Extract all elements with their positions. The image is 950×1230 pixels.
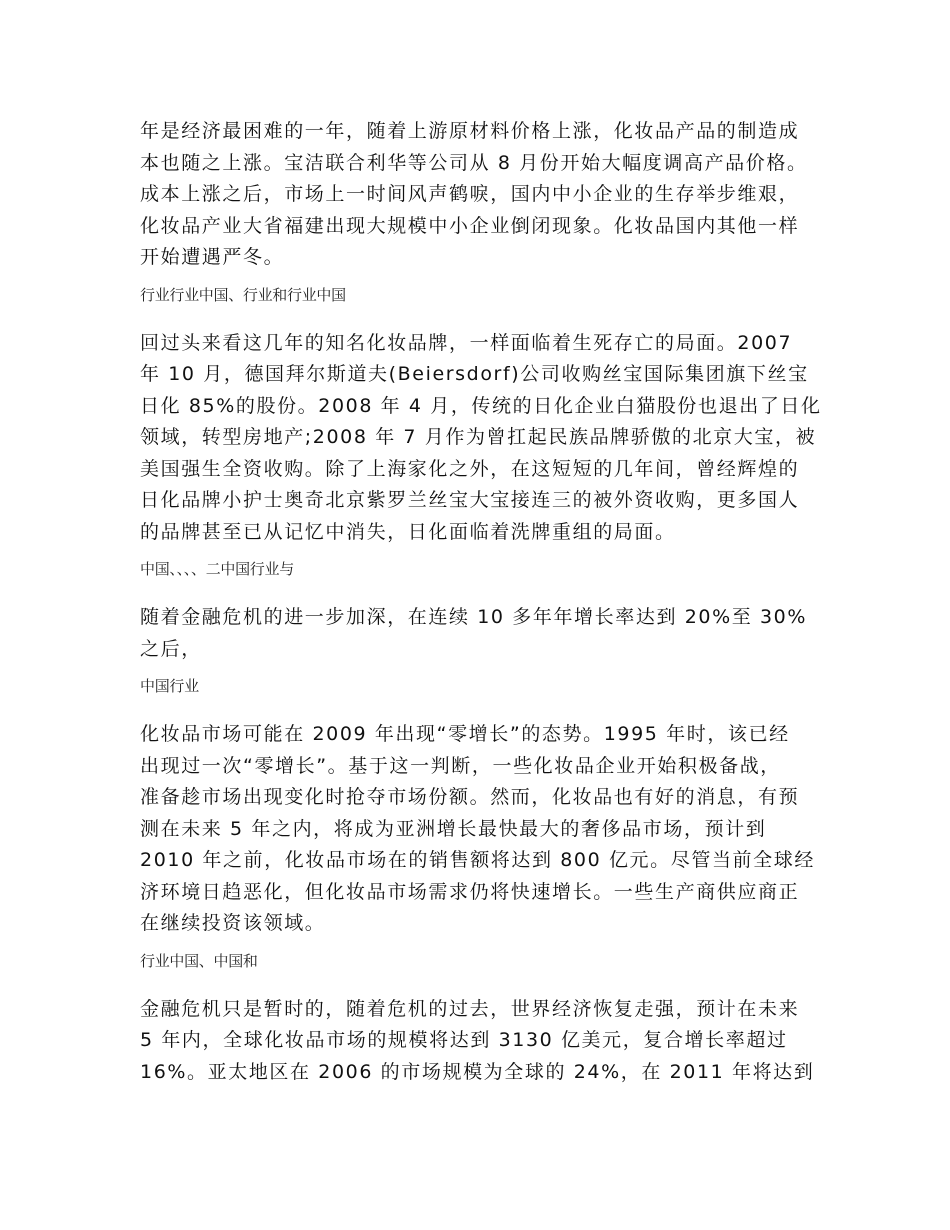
paragraph-line: 成本上涨之后，市场上一时间风声鹤唳，国内中小企业的生存举步维艰， xyxy=(140,183,800,205)
keyword-line-4: 行业中国、中国和 xyxy=(140,951,258,970)
paragraph-5 xyxy=(140,994,816,1089)
paragraph-line: 本也随之上涨。宝洁联合利华等公司从 8 月份开始大幅度调高产品价格。 xyxy=(140,151,808,174)
paragraph-line: 准备趁市场出现变化时抢夺市场份额。然而，化妆品也有好的消息，有预 xyxy=(140,786,800,808)
paragraph-line: 的品牌甚至已从记忆中消失，日化面临着洗牌重组的局面。 xyxy=(140,520,676,543)
paragraph-2 xyxy=(140,328,822,549)
keyword-line-1: 行业行业中国、行业和行业中国 xyxy=(140,285,346,304)
paragraph-line: 美国强生全资收购。除了上海家化之外，在这短短的几年间，曾经辉煌的 xyxy=(140,457,800,480)
paragraph-line: 随着金融危机的进一步加深，在连续 10 多年年增长率达到 20%至 30% xyxy=(140,606,807,628)
paragraph-line: 济环境日趋恶化，但化妆品市场需求仍将快速增长。一些生产商供应商正 xyxy=(140,880,800,903)
document-body xyxy=(140,116,822,1088)
paragraph-line: 测在未来 5 年之内，将成为亚洲增长最快最大的奢侈品市场，预计到 xyxy=(140,817,767,840)
paragraph-line: 2010 年之前，化妆品市场在的销售额将达到 800 亿元。尽管当前全球经 xyxy=(140,849,815,871)
paragraph-line: 日化品牌小护士奥奇北京紫罗兰丝宝大宝接连三的被外资收购，更多国人 xyxy=(140,489,800,511)
paragraph-line: 年是经济最困难的一年，随着上游原材料价格上涨，化妆品产品的制造成 xyxy=(140,120,800,142)
paragraph-line: 年 10 月，德国拜尔斯道夫(Beiersdorf)公司收购丝宝国际集团旗下丝宝 xyxy=(140,363,809,385)
paragraph-line: 出现过一次“零增长”。基于这一判断，一些化妆品企业开始积极备战， xyxy=(140,754,781,777)
paragraph-line: 16%。亚太地区在 2006 的市场规模为全球的 24%，在 2011 年将达到 xyxy=(140,1060,815,1083)
paragraph-1 xyxy=(140,116,816,274)
paragraph-line: 领域，转型房地产;2008 年 7 月作为曾扛起民族品牌骄傲的北京大宝，被 xyxy=(140,426,817,448)
paragraph-line: 5 年内，全球化妆品市场的规模将达到 3130 亿美元，复合增长率超过 xyxy=(140,1029,788,1051)
paragraph-line: 之后， xyxy=(140,637,202,660)
paragraph-line: 化妆品产业大省福建出现大规模中小企业倒闭现象。化妆品国内其他一样 xyxy=(140,214,800,237)
paragraph-4 xyxy=(140,719,816,940)
paragraph-line: 在继续投资该领域。 xyxy=(140,912,326,934)
keyword-line-2: 中国、、、、二中国行业与 xyxy=(140,560,294,578)
paragraph-line: 金融危机只是暂时的，随着危机的过去，世界经济恢复走强，预计在未来 xyxy=(140,997,800,1020)
paragraph-line: 开始遭遇严冬。 xyxy=(140,246,285,268)
paragraph-line: 回过头来看这几年的知名化妆品牌，一样面临着生死存亡的局面。2007 xyxy=(140,331,793,354)
paragraph-line: 化妆品市场可能在 2009 年出现“零增长”的态势。1995 年时，该已经 xyxy=(140,723,790,745)
keyword-line-3: 中国行业 xyxy=(140,677,199,695)
paragraph-3 xyxy=(140,602,816,665)
paragraph-line: 日化 85%的股份。2008 年 4 月，传统的日化企业白猫股份也退出了日化 xyxy=(140,394,822,417)
